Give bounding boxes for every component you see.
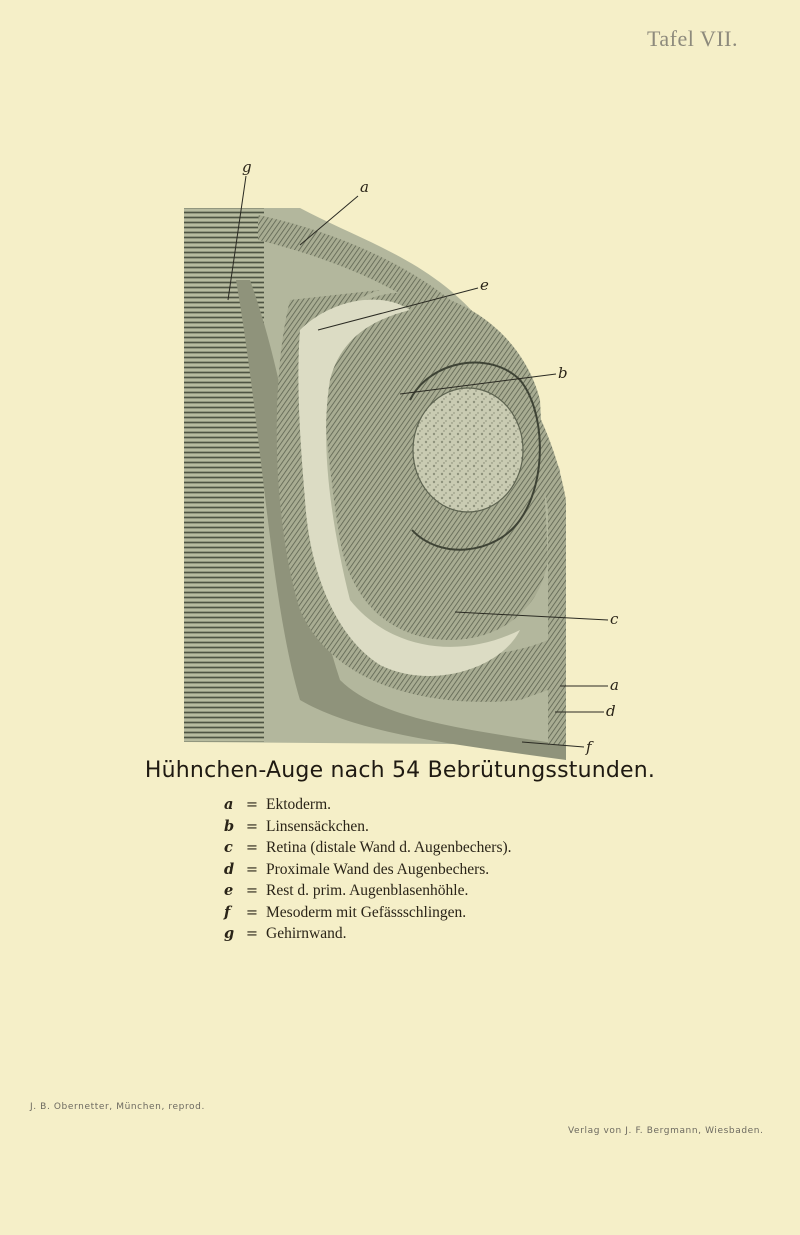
legend-item bbox=[224, 925, 512, 947]
legend bbox=[224, 796, 512, 947]
legend-equals: = bbox=[245, 861, 259, 878]
legend-text: Gehirnwand. bbox=[266, 925, 347, 942]
legend-item bbox=[224, 818, 512, 840]
figure-label-d: d bbox=[606, 702, 616, 720]
legend-letter: c bbox=[224, 839, 233, 856]
legend-letter: g bbox=[224, 925, 235, 942]
plate-number: Tafel VII. bbox=[646, 26, 738, 51]
legend-letter: b bbox=[224, 817, 235, 835]
legend-equals: = bbox=[245, 904, 259, 921]
legend-item bbox=[224, 882, 512, 904]
legend-item bbox=[224, 796, 512, 818]
legend-text: Linsensäckchen. bbox=[266, 817, 369, 835]
legend-equals: = bbox=[245, 883, 259, 899]
legend-item bbox=[224, 861, 512, 883]
publisher-credit: Verlag von J. F. Bergmann, Wiesbaden. bbox=[568, 1126, 764, 1136]
legend-text: Rest d. prim. Augenblasenhöhle. bbox=[266, 882, 469, 899]
figure-caption: Hühnchen-Auge nach 54 Bebrütungsstunden. bbox=[144, 758, 656, 783]
legend-letter: d bbox=[224, 860, 235, 878]
legend-text: Mesoderm mit Gefässschlingen. bbox=[266, 903, 467, 921]
figure-label-g: g bbox=[242, 158, 252, 176]
figure-label-a-top: a bbox=[360, 178, 369, 196]
legend-text: Ektoderm. bbox=[266, 796, 331, 813]
legend-item bbox=[224, 839, 512, 861]
legend-letter: f bbox=[224, 903, 231, 921]
legend-equals: = bbox=[245, 840, 259, 856]
figure-label-a-bottom: a bbox=[610, 676, 619, 694]
legend-item bbox=[224, 904, 512, 926]
figure-label-f: f bbox=[586, 738, 592, 756]
legend-equals: = bbox=[245, 797, 259, 813]
legend-equals: = bbox=[245, 818, 259, 835]
legend-text: Retina (distale Wand d. Augenbechers). bbox=[266, 839, 512, 856]
lens-vesicle bbox=[413, 388, 523, 512]
figure-label-b: b bbox=[558, 364, 568, 382]
figure-label-e: e bbox=[480, 276, 489, 294]
figure-label-c: c bbox=[610, 610, 619, 628]
reproducer-credit: J. B. Obernetter, München, reprod. bbox=[30, 1102, 205, 1112]
legend-letter: a bbox=[224, 796, 234, 813]
legend-letter: e bbox=[224, 882, 234, 899]
legend-equals: = bbox=[245, 926, 259, 942]
legend-text: Proximale Wand des Augenbechers. bbox=[266, 860, 490, 878]
